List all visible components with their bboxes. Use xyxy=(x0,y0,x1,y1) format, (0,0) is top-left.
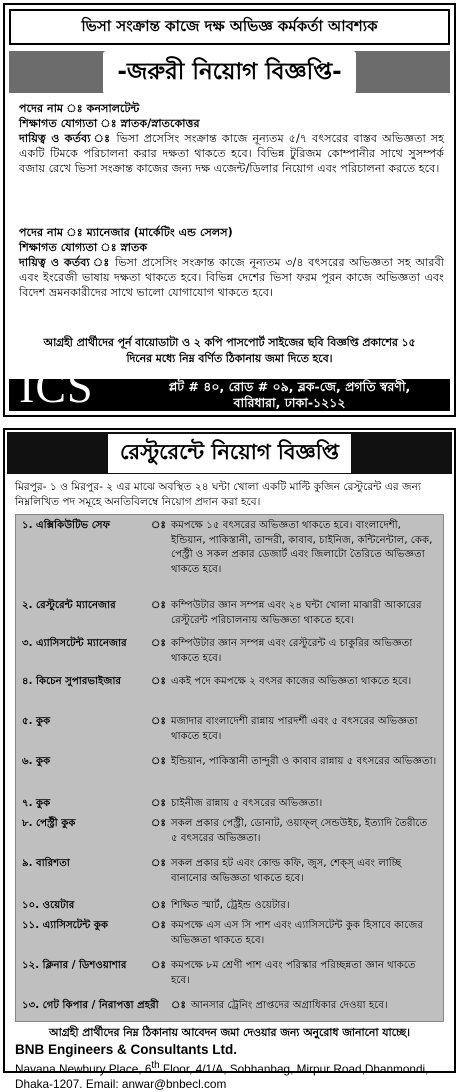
ad1-address xyxy=(129,379,450,411)
address-part-1: Navana Newbury Place, 6 xyxy=(15,1061,152,1076)
company-name: BNB Engineers & Consultants Ltd. xyxy=(15,1042,238,1057)
post-name: পদের নাম ঃ কনসালটেন্ট xyxy=(19,102,140,115)
job-desc: কম্পিউটার জ্ঞান সম্পন্ন এবং রেস্টুরেন্ট এ চাকুরির অভিজ্ঞতা থাকতে হবে। xyxy=(171,638,413,664)
company-address xyxy=(15,1058,444,1092)
restaurant-job-ad xyxy=(3,428,456,1091)
address-superscript: th xyxy=(151,1060,160,1071)
job-separator: ঃ xyxy=(151,858,166,869)
job-title: ৪. কিচেন সুপারভাইজার xyxy=(22,676,122,687)
job-separator: ঃ xyxy=(151,960,166,971)
job-desc: চাইনীজ রান্নায় ৫ বৎসরের অভিজ্ঞতা। xyxy=(171,798,323,809)
duties xyxy=(19,131,444,176)
education: শিক্ষাগত যোগ্যতা ঃ স্নাতক xyxy=(19,241,148,254)
ad1-section-consultant xyxy=(19,101,444,176)
job-title: ৮. পেস্ট্রী কুক xyxy=(22,818,76,829)
job-separator: ঃ xyxy=(151,638,166,649)
duties-label: দায়িত্ব ও কর্তব্য ঃ xyxy=(19,256,111,269)
job-title: ১১. এ্যাসিসটেন্ট কুক xyxy=(22,920,109,931)
ad1-footer xyxy=(9,361,450,412)
job-title: ৩. এ্যাসিসটেন্ট ম্যানেজার xyxy=(22,638,127,649)
job-item xyxy=(16,999,443,1014)
ad2-banner xyxy=(7,432,452,474)
job-separator: ঃ xyxy=(151,900,166,911)
ad2-apply-note: আগ্রহী প্রার্থীদের নিম্ন ঠিকানায় আবেদন জমা দেওয়ার জন্য অনুরোধ জানানো যাচ্ছে। xyxy=(48,1026,411,1039)
job-desc: আনসার ট্রেনিং প্রাপ্তদের অগ্রাধিকার দেওয়া হবে। xyxy=(191,1000,388,1011)
job-item xyxy=(16,797,443,812)
job-title: ১. এক্সিকিউটিভ সেফ xyxy=(22,520,111,531)
job-item xyxy=(16,715,443,744)
duties-text: ভিসা প্রসেসিং সংক্রান্ত কাজে নূন্যতম ৫/৭ বৎসরের বাস্তব অভিজ্ঞতা সহ একটি টিমকে পরিচালনা করার দক্ষতা থাকতে হবে। বিভিন্ন টুরিজম কোম্পানীর সাথে সুসম্পর্ক বজায় রেখে ভিসা সংক্রান্ত কাজের জন্য দক্ষ এজেন্ট/ডিলার নিয়োগ এবং পরিচালনা করতে হবে। xyxy=(19,132,445,175)
visa-job-ad xyxy=(3,3,456,417)
duties-label: দায়িত্ব ও কর্তব্য ঃ xyxy=(19,132,112,145)
post-name: পদের নাম ঃ ম্যানেজার (মার্কেটিং এন্ড সেলস) xyxy=(19,226,233,239)
job-item xyxy=(16,599,443,628)
job-desc: সকল প্রকার পেস্ট্রী, ডোনাট, ওয়াফ্ল্ সেন্ডউইচ, ইত্যাদি তৈরীতে ৫ বৎসরের অভিজ্ঞতা। xyxy=(171,818,428,844)
job-desc: ইন্ডিয়ান, পাকিস্তানী তান্দুরী ও কাবাব রান্নায় ৫ বৎসরের অভিজ্ঞতা। xyxy=(171,756,437,767)
ad1-header: ভিসা সংক্রান্ত কাজে দক্ষ অভিজ্ঞ কর্মকর্তা আবশ্যক xyxy=(9,9,450,45)
job-item xyxy=(16,755,443,770)
ad2-intro: মিরপুর- ১ ও মিরপুর- ২ এর মাঝে অবস্থিত ২৪ ঘন্টা খোলা একটি মাল্টি কুজিন রেস্টুরেন্ট এর জন্য নিম্নলিখিত পদ সমূহে অনতিবিলম্বে নিয়োগ প্রদান করা হবে। xyxy=(15,481,421,508)
ad1-section-manager xyxy=(19,225,444,300)
address-part-2: Floor, 4/1/A, Sobhanbag, Mirpur Road,Dhanmondi, Dhaka-1207. Email: anwar@bnbecl.com xyxy=(15,1061,429,1091)
job-desc: কমপক্ষে ১৫ বৎসরের অভিজ্ঞতা থাকতে হবে। বাংলাদেশী, ইন্ডিয়ান, পাকিস্তানী, তান্দরী, কাবাব, চাইনিজ, কন্টিনেন্টাল, কেক, পেস্ট্রী ও সকল প্রকার ডেজার্ট এবং জিলাটো তৈরিতে অভিজ্ঞতা থাকতে হবে। xyxy=(171,520,433,575)
address-line-1: প্লট # ৪০, রোড # ০৯, ব্লক-জে, প্রগতি স্বরণী, xyxy=(168,379,411,394)
job-item xyxy=(16,857,443,886)
duties xyxy=(19,255,444,300)
job-title: ৭. কুক xyxy=(22,798,51,809)
job-desc: মজাদার বাংলাদেশী রান্নায় পারদর্শী এবং ৫ বৎসরের অভিজ্ঞতা থাকতে হবে। xyxy=(171,716,418,742)
job-separator: ঃ xyxy=(151,920,166,931)
job-separator: ঃ xyxy=(151,798,166,809)
job-desc: কম্পিউটার জ্ঞান সম্পন্ন এবং ২৪ ঘন্টা খোলা মাঝারী আকারের রেস্টুরেন্ট পরিচালনায় অভিজ্ঞতা থাকতে হবে। xyxy=(171,600,422,626)
job-item xyxy=(16,817,443,846)
ad1-banner xyxy=(9,51,450,93)
job-separator: ঃ xyxy=(171,1000,186,1011)
job-desc: শিক্ষিত স্মার্ট, ট্রেইন্ড ওয়েটার। xyxy=(171,900,290,911)
job-desc: কমপক্ষে এস এস সি পাশ এবং এ্যাসিসটেন্ট কুক হিসাবে কাজের অভিজ্ঞতা থাকতে হবে। xyxy=(171,920,424,946)
education: শিক্ষাগত যোগ্যতা ঃ স্নাতক/স্নাতকোত্তর xyxy=(19,117,200,130)
job-item xyxy=(16,519,443,577)
job-separator: ঃ xyxy=(151,676,166,687)
job-desc: কমপক্ষে ৮ম শ্রেণী পাশ এবং পরিস্কার পরিচ্ছন্নতা জ্ঞান থাকতে হবে। xyxy=(171,960,416,986)
ad2-banner-title: রেস্টুরেন্টে নিয়োগ বিজ্ঞপ্তি xyxy=(108,434,351,473)
duties-text: ভিসা প্রসেসিং সংক্রান্ত কাজে নূন্যতম ৩/৪ বৎসরের অভিজ্ঞতা সহ আরবী এবং ইংরেজী ভাষায় দক্ষতা থাকতে হবে। বিভিন্ন দেশের ভিসা ফরম পূরন কাজে অভিজ্ঞতা এবং বিদেশ ভ্রমনকারীদের সাথে ভালো যোগাযোগ থাকতে হবে। xyxy=(19,256,444,299)
job-item xyxy=(16,899,443,914)
ad1-banner-title: -জরুরী নিয়োগ বিজ্ঞপ্তি- xyxy=(103,51,355,94)
job-separator: ঃ xyxy=(151,818,166,829)
job-item xyxy=(16,959,443,988)
job-title: ২. রেস্টুরেন্ট ম্যানেজার xyxy=(22,600,116,611)
job-separator: ঃ xyxy=(151,716,166,727)
job-title: ১২. ক্লিনার / ডিশওয়াশার xyxy=(22,960,127,971)
job-title: ৬. কুক xyxy=(22,756,51,767)
address-line-2: বারিধারা, ঢাকা-১২১২ xyxy=(233,395,346,410)
job-desc: একই পদে কমপক্ষে ২ বৎসর কাজের অভিজ্ঞতা থাকতে হবে। xyxy=(171,676,412,687)
job-separator: ঃ xyxy=(151,600,166,611)
job-title: ১০. ওয়েটার xyxy=(22,900,75,911)
ics-logo: ICS xyxy=(19,361,94,412)
job-desc: সকল প্রকার হট এবং কোল্ড কফি, জুস, শেক্স্ এবং লাচ্ছি বানানোর অভিজ্ঞতা থাকতে হবে। xyxy=(171,858,402,884)
job-item xyxy=(16,919,443,948)
job-separator: ঃ xyxy=(151,756,166,767)
job-title: ৯. বারিশতা xyxy=(22,858,70,869)
job-title: ৫. কুক xyxy=(22,716,51,727)
job-item xyxy=(16,637,443,666)
job-item xyxy=(16,675,443,690)
jobs-list xyxy=(15,514,444,1022)
job-title: ১৩. গেট কিপার / নিরাপত্তা প্রহরী xyxy=(22,1000,159,1011)
ad1-apply-instructions: আগ্রহী প্রার্থীদের পূর্ন বায়োডাটা ও ২ কপি পাসপোর্ট সাইজের ছবি বিজ্ঞপ্তি প্রকাশের ১৫ দিনের মধ্যে নিম্ন বর্ণিত ঠিকানায় জমা দিতে হবে। xyxy=(43,336,416,365)
job-separator: ঃ xyxy=(151,520,166,531)
